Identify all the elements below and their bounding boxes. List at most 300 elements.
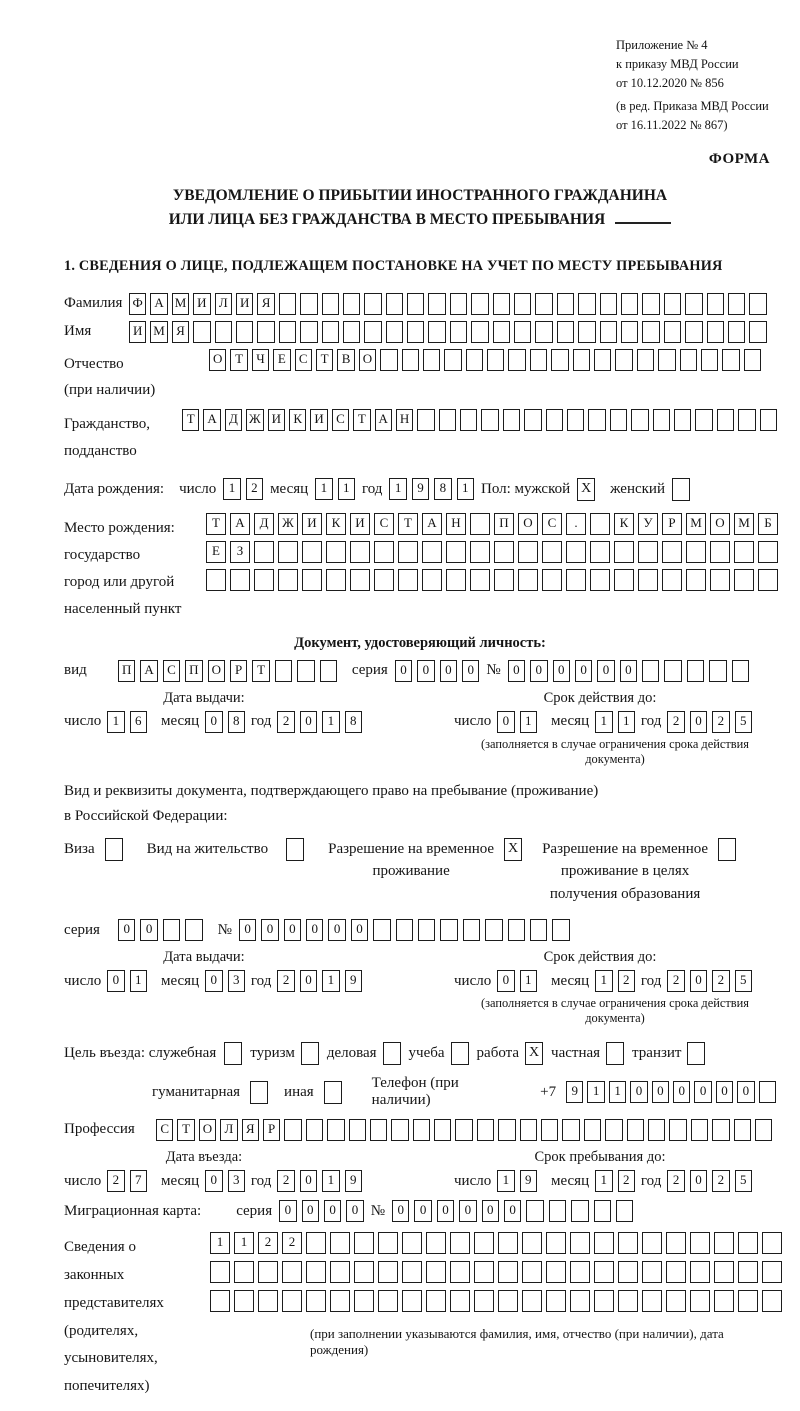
- char-cell[interactable]: И: [350, 513, 370, 535]
- char-cell[interactable]: [279, 321, 296, 343]
- char-cell[interactable]: 2: [282, 1232, 302, 1254]
- char-cell[interactable]: [732, 660, 749, 682]
- char-cell[interactable]: [571, 1200, 588, 1222]
- char-cell[interactable]: [418, 919, 435, 941]
- char-cell[interactable]: [738, 1232, 758, 1254]
- char-cell[interactable]: [349, 1119, 366, 1141]
- char-cell[interactable]: [450, 1290, 470, 1312]
- char-cell[interactable]: 1: [223, 478, 240, 500]
- char-cell[interactable]: 0: [328, 919, 345, 941]
- char-cell[interactable]: [306, 1232, 326, 1254]
- char-cell[interactable]: [302, 541, 322, 563]
- char-cell[interactable]: [535, 321, 552, 343]
- char-cell[interactable]: [163, 919, 180, 941]
- char-cell[interactable]: [402, 1290, 422, 1312]
- char-cell[interactable]: [306, 1119, 323, 1141]
- char-cell[interactable]: [664, 293, 681, 315]
- char-cell[interactable]: М: [172, 293, 189, 315]
- char-cell[interactable]: 0: [482, 1200, 499, 1222]
- char-cell[interactable]: [642, 1232, 662, 1254]
- char-cell[interactable]: [494, 541, 514, 563]
- char-cell[interactable]: А: [230, 513, 250, 535]
- char-cell[interactable]: 0: [205, 970, 222, 992]
- char-cell[interactable]: [710, 541, 730, 563]
- char-cell[interactable]: [760, 409, 777, 431]
- char-cell[interactable]: И: [310, 409, 327, 431]
- char-cell[interactable]: А: [150, 293, 167, 315]
- char-cell[interactable]: [666, 1261, 686, 1283]
- char-cell[interactable]: [185, 919, 202, 941]
- char-cell[interactable]: [546, 1290, 566, 1312]
- char-cell[interactable]: [614, 541, 634, 563]
- char-cell[interactable]: Т: [206, 513, 226, 535]
- char-cell[interactable]: 0: [440, 660, 457, 682]
- char-cell[interactable]: 0: [300, 1170, 317, 1192]
- char-cell[interactable]: 0: [414, 1200, 431, 1222]
- char-cell[interactable]: [722, 349, 739, 371]
- char-cell[interactable]: [508, 349, 525, 371]
- purpose-business-checkbox[interactable]: [383, 1042, 401, 1065]
- char-cell[interactable]: [258, 1290, 278, 1312]
- char-cell[interactable]: [380, 349, 397, 371]
- purpose-transit-checkbox[interactable]: [687, 1042, 705, 1065]
- char-cell[interactable]: [446, 541, 466, 563]
- char-cell[interactable]: [471, 321, 488, 343]
- char-cell[interactable]: 1: [520, 970, 537, 992]
- char-cell[interactable]: [648, 1119, 665, 1141]
- char-cell[interactable]: [714, 1232, 734, 1254]
- char-cell[interactable]: [664, 321, 681, 343]
- char-cell[interactable]: [354, 1232, 374, 1254]
- char-cell[interactable]: О: [209, 349, 226, 371]
- char-cell[interactable]: [493, 321, 510, 343]
- char-cell[interactable]: [470, 513, 490, 535]
- char-cell[interactable]: 5: [735, 1170, 752, 1192]
- char-cell[interactable]: Я: [242, 1119, 259, 1141]
- char-cell[interactable]: З: [230, 541, 250, 563]
- char-cell[interactable]: [614, 569, 634, 591]
- char-cell[interactable]: [618, 1232, 638, 1254]
- char-cell[interactable]: [402, 349, 419, 371]
- char-cell[interactable]: [518, 569, 538, 591]
- char-cell[interactable]: [562, 1119, 579, 1141]
- char-cell[interactable]: [755, 1119, 772, 1141]
- char-cell[interactable]: А: [375, 409, 392, 431]
- char-cell[interactable]: [573, 349, 590, 371]
- char-cell[interactable]: [594, 1261, 614, 1283]
- male-checkbox[interactable]: X: [577, 478, 595, 501]
- char-cell[interactable]: [690, 1290, 710, 1312]
- char-cell[interactable]: [530, 919, 547, 941]
- char-cell[interactable]: 0: [107, 970, 124, 992]
- char-cell[interactable]: [378, 1261, 398, 1283]
- char-cell[interactable]: 0: [530, 660, 547, 682]
- char-cell[interactable]: [498, 1232, 518, 1254]
- char-cell[interactable]: [600, 293, 617, 315]
- char-cell[interactable]: [686, 569, 706, 591]
- char-cell[interactable]: [514, 293, 531, 315]
- char-cell[interactable]: [354, 1261, 374, 1283]
- char-cell[interactable]: О: [518, 513, 538, 535]
- char-cell[interactable]: [522, 1261, 542, 1283]
- char-cell[interactable]: [690, 1232, 710, 1254]
- char-cell[interactable]: 0: [392, 1200, 409, 1222]
- char-cell[interactable]: А: [203, 409, 220, 431]
- char-cell[interactable]: С: [156, 1119, 173, 1141]
- char-cell[interactable]: [566, 541, 586, 563]
- char-cell[interactable]: 0: [690, 1170, 707, 1192]
- char-cell[interactable]: 1: [497, 1170, 514, 1192]
- char-cell[interactable]: 9: [412, 478, 429, 500]
- char-cell[interactable]: 1: [389, 478, 406, 500]
- char-cell[interactable]: Д: [225, 409, 242, 431]
- char-cell[interactable]: [322, 293, 339, 315]
- char-cell[interactable]: [662, 569, 682, 591]
- char-cell[interactable]: [446, 569, 466, 591]
- char-cell[interactable]: [278, 569, 298, 591]
- char-cell[interactable]: [638, 569, 658, 591]
- char-cell[interactable]: [279, 293, 296, 315]
- char-cell[interactable]: 0: [306, 919, 323, 941]
- char-cell[interactable]: 8: [345, 711, 362, 733]
- char-cell[interactable]: 0: [652, 1081, 669, 1103]
- char-cell[interactable]: [653, 409, 670, 431]
- char-cell[interactable]: [487, 349, 504, 371]
- char-cell[interactable]: [615, 349, 632, 371]
- char-cell[interactable]: [297, 660, 314, 682]
- char-cell[interactable]: [481, 409, 498, 431]
- char-cell[interactable]: О: [359, 349, 376, 371]
- char-cell[interactable]: [522, 1232, 542, 1254]
- char-cell[interactable]: [570, 1232, 590, 1254]
- char-cell[interactable]: [326, 541, 346, 563]
- edu-permit-checkbox[interactable]: [718, 838, 736, 861]
- char-cell[interactable]: [434, 1119, 451, 1141]
- char-cell[interactable]: [326, 569, 346, 591]
- char-cell[interactable]: [302, 569, 322, 591]
- char-cell[interactable]: 8: [228, 711, 245, 733]
- char-cell[interactable]: [637, 349, 654, 371]
- char-cell[interactable]: [364, 293, 381, 315]
- char-cell[interactable]: 2: [667, 1170, 684, 1192]
- purpose-official-checkbox[interactable]: [224, 1042, 242, 1065]
- char-cell[interactable]: [275, 660, 292, 682]
- char-cell[interactable]: 0: [140, 919, 157, 941]
- char-cell[interactable]: [557, 293, 574, 315]
- char-cell[interactable]: 0: [690, 970, 707, 992]
- char-cell[interactable]: Л: [215, 293, 232, 315]
- char-cell[interactable]: [422, 569, 442, 591]
- char-cell[interactable]: [590, 513, 610, 535]
- char-cell[interactable]: [477, 1119, 494, 1141]
- char-cell[interactable]: 0: [279, 1200, 296, 1222]
- char-cell[interactable]: Я: [257, 293, 274, 315]
- char-cell[interactable]: [378, 1232, 398, 1254]
- char-cell[interactable]: [330, 1290, 350, 1312]
- char-cell[interactable]: [605, 1119, 622, 1141]
- char-cell[interactable]: [254, 569, 274, 591]
- char-cell[interactable]: И: [236, 293, 253, 315]
- char-cell[interactable]: 3: [228, 970, 245, 992]
- char-cell[interactable]: [370, 1119, 387, 1141]
- char-cell[interactable]: Т: [182, 409, 199, 431]
- char-cell[interactable]: [570, 1261, 590, 1283]
- char-cell[interactable]: [300, 293, 317, 315]
- char-cell[interactable]: 2: [277, 711, 294, 733]
- char-cell[interactable]: 1: [210, 1232, 230, 1254]
- char-cell[interactable]: [396, 919, 413, 941]
- char-cell[interactable]: И: [268, 409, 285, 431]
- char-cell[interactable]: [707, 321, 724, 343]
- char-cell[interactable]: [526, 1200, 543, 1222]
- char-cell[interactable]: 0: [346, 1200, 363, 1222]
- char-cell[interactable]: А: [140, 660, 157, 682]
- char-cell[interactable]: 9: [345, 1170, 362, 1192]
- char-cell[interactable]: Т: [177, 1119, 194, 1141]
- char-cell[interactable]: 0: [459, 1200, 476, 1222]
- purpose-study-checkbox[interactable]: [451, 1042, 469, 1065]
- char-cell[interactable]: [658, 349, 675, 371]
- char-cell[interactable]: [680, 349, 697, 371]
- char-cell[interactable]: [284, 1119, 301, 1141]
- char-cell[interactable]: [638, 541, 658, 563]
- char-cell[interactable]: [374, 569, 394, 591]
- char-cell[interactable]: [413, 1119, 430, 1141]
- char-cell[interactable]: Р: [662, 513, 682, 535]
- char-cell[interactable]: [215, 321, 232, 343]
- char-cell[interactable]: [485, 919, 502, 941]
- char-cell[interactable]: [234, 1261, 254, 1283]
- char-cell[interactable]: [664, 660, 681, 682]
- char-cell[interactable]: 0: [504, 1200, 521, 1222]
- char-cell[interactable]: 0: [118, 919, 135, 941]
- temp-permit-checkbox[interactable]: X: [504, 838, 522, 861]
- char-cell[interactable]: [701, 349, 718, 371]
- char-cell[interactable]: [364, 321, 381, 343]
- char-cell[interactable]: 1: [587, 1081, 604, 1103]
- char-cell[interactable]: [744, 349, 761, 371]
- char-cell[interactable]: [734, 541, 754, 563]
- char-cell[interactable]: [728, 321, 745, 343]
- char-cell[interactable]: [578, 293, 595, 315]
- char-cell[interactable]: [343, 321, 360, 343]
- char-cell[interactable]: 1: [618, 711, 635, 733]
- char-cell[interactable]: [471, 293, 488, 315]
- char-cell[interactable]: [407, 293, 424, 315]
- char-cell[interactable]: Б: [758, 513, 778, 535]
- char-cell[interactable]: [590, 569, 610, 591]
- purpose-humanitarian-checkbox[interactable]: [250, 1081, 268, 1104]
- char-cell[interactable]: [466, 349, 483, 371]
- char-cell[interactable]: А: [422, 513, 442, 535]
- char-cell[interactable]: [428, 293, 445, 315]
- char-cell[interactable]: 1: [520, 711, 537, 733]
- char-cell[interactable]: П: [494, 513, 514, 535]
- char-cell[interactable]: Р: [230, 660, 247, 682]
- char-cell[interactable]: 2: [667, 711, 684, 733]
- char-cell[interactable]: 1: [130, 970, 147, 992]
- char-cell[interactable]: О: [710, 513, 730, 535]
- char-cell[interactable]: [709, 660, 726, 682]
- char-cell[interactable]: 9: [345, 970, 362, 992]
- char-cell[interactable]: [618, 1290, 638, 1312]
- char-cell[interactable]: 0: [508, 660, 525, 682]
- char-cell[interactable]: Е: [206, 541, 226, 563]
- char-cell[interactable]: [642, 1261, 662, 1283]
- char-cell[interactable]: [343, 293, 360, 315]
- char-cell[interactable]: 6: [130, 711, 147, 733]
- char-cell[interactable]: [542, 541, 562, 563]
- char-cell[interactable]: [578, 321, 595, 343]
- char-cell[interactable]: 0: [284, 919, 301, 941]
- char-cell[interactable]: [762, 1290, 782, 1312]
- char-cell[interactable]: 2: [107, 1170, 124, 1192]
- char-cell[interactable]: [426, 1261, 446, 1283]
- char-cell[interactable]: М: [686, 513, 706, 535]
- char-cell[interactable]: [373, 919, 390, 941]
- char-cell[interactable]: [734, 569, 754, 591]
- char-cell[interactable]: И: [129, 321, 146, 343]
- char-cell[interactable]: И: [302, 513, 322, 535]
- char-cell[interactable]: [690, 1261, 710, 1283]
- char-cell[interactable]: [374, 541, 394, 563]
- char-cell[interactable]: 1: [338, 478, 355, 500]
- char-cell[interactable]: [616, 1200, 633, 1222]
- char-cell[interactable]: [428, 321, 445, 343]
- char-cell[interactable]: [306, 1290, 326, 1312]
- char-cell[interactable]: [470, 541, 490, 563]
- char-cell[interactable]: 1: [595, 970, 612, 992]
- purpose-tourism-checkbox[interactable]: [301, 1042, 319, 1065]
- char-cell[interactable]: [498, 1119, 515, 1141]
- char-cell[interactable]: [386, 321, 403, 343]
- char-cell[interactable]: [498, 1290, 518, 1312]
- char-cell[interactable]: [530, 349, 547, 371]
- char-cell[interactable]: [444, 349, 461, 371]
- char-cell[interactable]: [642, 1290, 662, 1312]
- char-cell[interactable]: 0: [716, 1081, 733, 1103]
- char-cell[interactable]: Т: [230, 349, 247, 371]
- char-cell[interactable]: С: [374, 513, 394, 535]
- char-cell[interactable]: 9: [566, 1081, 583, 1103]
- char-cell[interactable]: 0: [462, 660, 479, 682]
- char-cell[interactable]: [627, 1119, 644, 1141]
- char-cell[interactable]: [193, 321, 210, 343]
- char-cell[interactable]: [210, 1290, 230, 1312]
- char-cell[interactable]: Ж: [246, 409, 263, 431]
- char-cell[interactable]: 1: [322, 1170, 339, 1192]
- char-cell[interactable]: 0: [437, 1200, 454, 1222]
- char-cell[interactable]: [685, 293, 702, 315]
- char-cell[interactable]: Т: [252, 660, 269, 682]
- char-cell[interactable]: [631, 409, 648, 431]
- char-cell[interactable]: [426, 1290, 446, 1312]
- char-cell[interactable]: [728, 293, 745, 315]
- char-cell[interactable]: [450, 293, 467, 315]
- char-cell[interactable]: [546, 409, 563, 431]
- female-checkbox[interactable]: [672, 478, 690, 501]
- char-cell[interactable]: [524, 409, 541, 431]
- char-cell[interactable]: 0: [351, 919, 368, 941]
- char-cell[interactable]: [762, 1261, 782, 1283]
- char-cell[interactable]: У: [638, 513, 658, 535]
- char-cell[interactable]: 1: [315, 478, 332, 500]
- char-cell[interactable]: [749, 293, 766, 315]
- char-cell[interactable]: 8: [434, 478, 451, 500]
- char-cell[interactable]: [762, 1232, 782, 1254]
- char-cell[interactable]: [257, 321, 274, 343]
- char-cell[interactable]: 5: [735, 711, 752, 733]
- char-cell[interactable]: [642, 321, 659, 343]
- char-cell[interactable]: [618, 1261, 638, 1283]
- char-cell[interactable]: [450, 321, 467, 343]
- char-cell[interactable]: [417, 409, 434, 431]
- char-cell[interactable]: [738, 1261, 758, 1283]
- char-cell[interactable]: [552, 919, 569, 941]
- char-cell[interactable]: [350, 569, 370, 591]
- char-cell[interactable]: [322, 321, 339, 343]
- char-cell[interactable]: [594, 1200, 611, 1222]
- char-cell[interactable]: [230, 569, 250, 591]
- char-cell[interactable]: [300, 321, 317, 343]
- char-cell[interactable]: 0: [417, 660, 434, 682]
- char-cell[interactable]: [710, 569, 730, 591]
- char-cell[interactable]: 0: [575, 660, 592, 682]
- char-cell[interactable]: 0: [205, 711, 222, 733]
- char-cell[interactable]: [498, 1261, 518, 1283]
- char-cell[interactable]: Я: [172, 321, 189, 343]
- char-cell[interactable]: [642, 660, 659, 682]
- char-cell[interactable]: [407, 321, 424, 343]
- char-cell[interactable]: [450, 1261, 470, 1283]
- char-cell[interactable]: 0: [300, 970, 317, 992]
- char-cell[interactable]: [714, 1290, 734, 1312]
- char-cell[interactable]: [570, 1290, 590, 1312]
- char-cell[interactable]: [738, 1290, 758, 1312]
- char-cell[interactable]: С: [163, 660, 180, 682]
- char-cell[interactable]: [330, 1232, 350, 1254]
- char-cell[interactable]: С: [295, 349, 312, 371]
- char-cell[interactable]: [254, 541, 274, 563]
- char-cell[interactable]: [666, 1232, 686, 1254]
- char-cell[interactable]: [610, 409, 627, 431]
- char-cell[interactable]: [258, 1261, 278, 1283]
- char-cell[interactable]: П: [185, 660, 202, 682]
- char-cell[interactable]: Д: [254, 513, 274, 535]
- char-cell[interactable]: [236, 321, 253, 343]
- char-cell[interactable]: [354, 1290, 374, 1312]
- char-cell[interactable]: 3: [228, 1170, 245, 1192]
- char-cell[interactable]: [600, 321, 617, 343]
- char-cell[interactable]: [282, 1261, 302, 1283]
- char-cell[interactable]: 2: [712, 1170, 729, 1192]
- char-cell[interactable]: 2: [618, 1170, 635, 1192]
- char-cell[interactable]: В: [337, 349, 354, 371]
- char-cell[interactable]: 2: [277, 1170, 294, 1192]
- char-cell[interactable]: 2: [712, 970, 729, 992]
- char-cell[interactable]: [210, 1261, 230, 1283]
- char-cell[interactable]: [549, 1200, 566, 1222]
- char-cell[interactable]: [330, 1261, 350, 1283]
- char-cell[interactable]: 2: [258, 1232, 278, 1254]
- char-cell[interactable]: [470, 569, 490, 591]
- char-cell[interactable]: [422, 541, 442, 563]
- residence-permit-checkbox[interactable]: [286, 838, 304, 861]
- char-cell[interactable]: [566, 569, 586, 591]
- char-cell[interactable]: [695, 409, 712, 431]
- char-cell[interactable]: [423, 349, 440, 371]
- char-cell[interactable]: М: [734, 513, 754, 535]
